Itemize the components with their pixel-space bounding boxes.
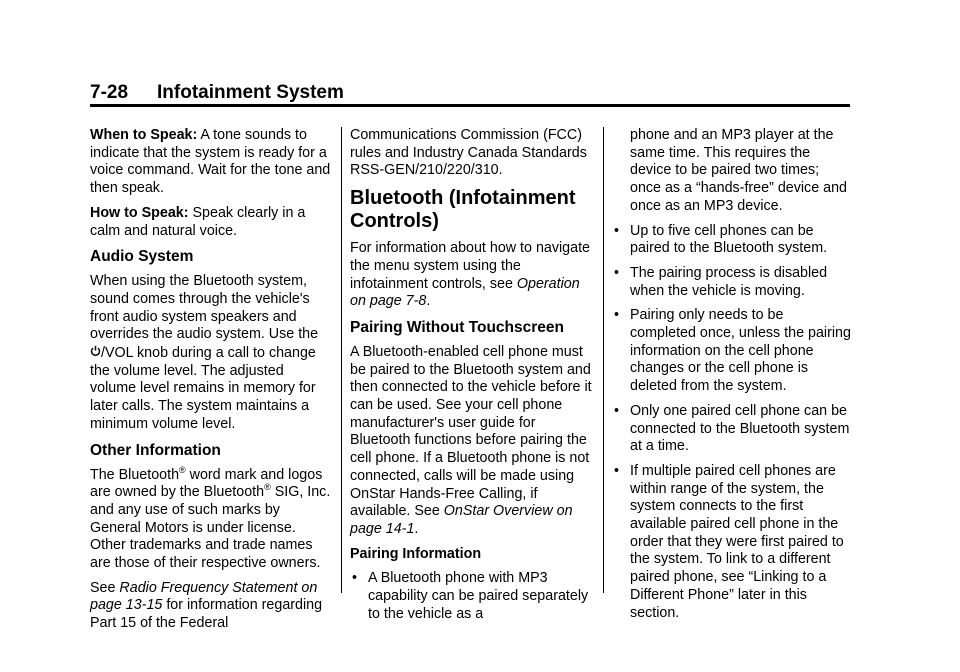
list-item <box>612 463 852 622</box>
audio-system-heading: Audio System <box>90 248 194 266</box>
list-item <box>612 223 852 258</box>
other-information-paragraph <box>90 464 332 573</box>
see-reference-paragraph <box>90 580 332 633</box>
see-text-2: for information regarding Part 15 of the Federal <box>90 597 323 632</box>
pairing-info-list <box>350 570 592 623</box>
column-2 <box>350 127 592 630</box>
bluetooth-heading: Bluetooth (Infotainment Controls) <box>350 187 576 233</box>
operation-reference[interactable]: Operation on page 7-8 <box>350 275 580 310</box>
list-item <box>350 570 592 623</box>
when-to-speak-paragraph <box>90 127 332 198</box>
page-header <box>90 82 850 104</box>
list-item <box>612 403 852 456</box>
bullet-icon: • <box>614 222 620 239</box>
list-item-text: Up to five cell phones can be paired to the Bluetooth system. <box>630 222 828 257</box>
audio-system-paragraph <box>90 273 332 433</box>
column-3 <box>612 127 852 629</box>
audio-text-2: /VOL knob during a call to change the volume level. The adjusted volume level remains in memory for later calls. The system maintains a minimum volume level. <box>90 345 316 432</box>
list-item-text: If multiple paired cell phones are within range of the system, the system connects to the first available paired cell phone in the order that they were first paired to the system. To link to a different paired phone, see “Linking to a Different Phone” later in this section. <box>630 462 844 621</box>
how-to-speak-text: Speak clearly in a calm and natural voice. <box>90 204 306 239</box>
pairing-info-list-continued <box>612 223 852 623</box>
bullet-icon: • <box>614 264 620 281</box>
bullet-icon: • <box>614 462 620 479</box>
how-to-speak-label: How to Speak: <box>90 204 189 221</box>
see-text: See <box>90 579 120 596</box>
list-item-text: Pairing only needs to be completed once, unless the pairing information on the cell phone changes or the cell phone is deleted from the system. <box>630 307 851 395</box>
continued-bullet-text: phone and an MP3 player at the same time. This requires the device to be paired two times; once as a “hands-free” device and once as an MP3 device. <box>630 127 847 214</box>
other-information-heading: Other Information <box>90 441 221 459</box>
pairing-text-2: . <box>414 520 419 537</box>
radio-frequency-reference[interactable]: Radio Frequency Statement on page 13-15 <box>90 579 318 614</box>
header-rule <box>90 104 850 107</box>
list-item-text: The pairing process is disabled when the vehicle is moving. <box>630 264 828 299</box>
how-to-speak-paragraph <box>90 205 332 240</box>
bullet-icon: • <box>614 307 620 324</box>
list-item-text: Only one paired cell phone can be connected to the Bluetooth system at a time. <box>630 402 850 455</box>
column-divider-1 <box>341 127 342 593</box>
when-to-speak-label: When to Speak: <box>90 127 198 143</box>
onstar-reference[interactable]: OnStar Overview on page 14-1 <box>350 503 573 537</box>
bt-text-1: For information about how to navigate the menu system using the infotainment controls, see <box>350 240 591 292</box>
pairing-heading: Pairing Without Touchscreen <box>350 318 565 336</box>
other-text-2: word mark and logos are owned by the Bluetooth <box>90 466 323 501</box>
bt-text-2: . <box>426 293 431 310</box>
other-text-1: The Bluetooth <box>90 466 180 483</box>
pairing-information-heading: Pairing Information <box>350 545 482 562</box>
when-to-speak-text: A tone sounds to indicate that the system is ready for a voice command. Wait for the tone and then speak. <box>90 127 331 197</box>
bluetooth-paragraph <box>350 240 592 311</box>
audio-text-1: When using the Bluetooth system, sound comes through the vehicle's front audio system speakers and overrides the audio system. Use the <box>90 273 319 343</box>
bullet-icon: • <box>614 402 620 419</box>
registered-mark: ® <box>179 464 186 475</box>
bullet-icon: • <box>352 570 358 587</box>
power-icon <box>90 344 101 362</box>
fcc-paragraph: Communications Commission (FCC) rules and Industry Canada Standards RSS-GEN/210/220/310. <box>350 127 587 179</box>
other-text-3: SIG, Inc. and any use of such marks by General Motors is under license. Other trademarks and trade names are those of their respective owners. <box>90 484 331 572</box>
column-1 <box>90 127 332 640</box>
registered-mark: ® <box>264 482 271 493</box>
list-item <box>612 307 852 396</box>
pairing-paragraph <box>350 344 592 539</box>
list-item-text: A Bluetooth phone with MP3 capability can be paired separately to the vehicle as a <box>368 570 589 622</box>
pairing-text-1: A Bluetooth-enabled cell phone must be paired to the Bluetooth system and then connected to the vehicle before it can be used. See your cell phone manufacturer's user guide for Bluetooth functions before pairing the cell phone. If a Bluetooth phone is not connected, calls will be made using OnStar Hands-Free Calling, if available. See <box>350 343 592 520</box>
column-divider-2 <box>603 127 604 593</box>
page-number: 7-28 <box>90 82 129 103</box>
list-item <box>612 265 852 300</box>
section-title: Infotainment System <box>157 82 344 103</box>
